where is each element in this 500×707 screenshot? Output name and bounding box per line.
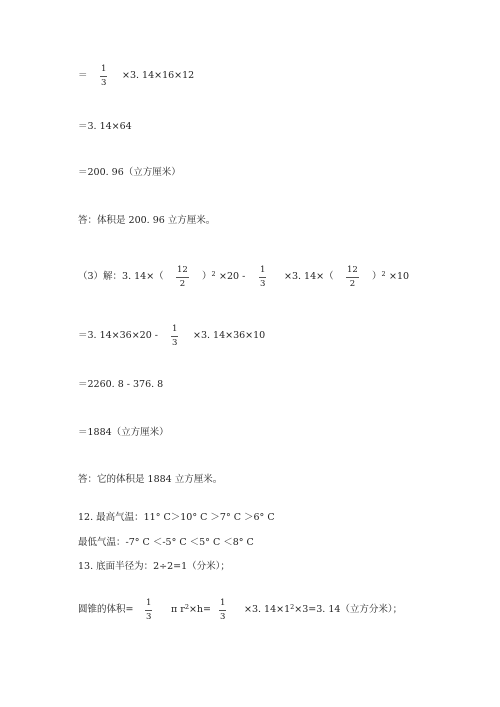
closing-paren xyxy=(372,271,386,283)
fraction-bar xyxy=(145,610,152,611)
equation-line: ＝3. 14×36×20 - xyxy=(78,330,158,341)
fraction-denominator: 3 xyxy=(220,612,226,622)
fraction-one-third xyxy=(100,64,107,88)
fraction-numerator: 1 xyxy=(101,64,107,74)
closing-paren xyxy=(202,271,216,283)
fraction-bar xyxy=(346,277,359,278)
equals-sign: ＝ xyxy=(78,70,88,81)
superscript-2: 2 xyxy=(211,270,216,278)
equation-text: ×20 - xyxy=(219,271,246,282)
fraction-bar xyxy=(176,277,189,278)
fraction-one-third xyxy=(219,598,226,622)
paren-text: ） xyxy=(202,271,212,282)
equation-line: ＝2260. 8 - 376. 8 xyxy=(78,379,164,390)
problem-12-line: 12. 最高气温：11° C＞10° C ＞7° C ＞6° C xyxy=(78,512,275,523)
fraction-denominator: 3 xyxy=(172,338,178,348)
pi-r-text: π r xyxy=(171,604,185,615)
fraction-numerator: 12 xyxy=(347,265,358,275)
fraction-numerator: 1 xyxy=(220,598,226,608)
fraction-denominator: 2 xyxy=(349,279,356,289)
product-text: ×3. 14×1 xyxy=(244,604,291,615)
superscript-2: 2 xyxy=(381,270,386,278)
fraction-12-over-2 xyxy=(176,265,189,289)
fraction-numerator: 12 xyxy=(177,265,188,275)
equation-text: ×10 xyxy=(389,271,410,282)
fraction-bar xyxy=(259,277,266,278)
equation-text xyxy=(244,604,402,616)
problem-3-start: （3）解：3. 14×（ xyxy=(78,271,164,282)
fraction-bar xyxy=(171,336,178,337)
problem-12-line: 最低气温：-7° C ＜-5° C ＜5° C ＜8° C xyxy=(78,537,254,548)
fraction-denominator: 2 xyxy=(179,279,186,289)
paren-text: ） xyxy=(372,271,382,282)
times-h-text: ×h= xyxy=(188,604,211,615)
fraction-12-over-2 xyxy=(346,265,359,289)
equation-line: ＝3. 14×64 xyxy=(78,121,132,132)
fraction-one-third xyxy=(145,598,152,622)
fraction-denominator: 3 xyxy=(260,279,266,289)
result-text: ×3=3. 14（立方分米）； xyxy=(294,604,403,615)
superscript-2: 2 xyxy=(290,603,295,611)
fraction-bar xyxy=(100,76,107,77)
equation-text: ×3. 14×（ xyxy=(284,271,334,282)
equation-line: ＝1884（立方厘米） xyxy=(78,427,169,438)
fraction-bar xyxy=(219,610,226,611)
answer-line: 答：它的体积是 1884 立方厘米。 xyxy=(78,474,223,485)
fraction-numerator: 1 xyxy=(172,324,178,334)
fraction-denominator: 3 xyxy=(146,612,152,622)
equation-text: ×3. 14×36×10 xyxy=(193,330,266,341)
fraction-numerator: 1 xyxy=(146,598,152,608)
problem-13-line: 13. 底面半径为：2÷2=1（分米）； xyxy=(78,561,230,572)
equation-line: ＝200. 96（立方厘米） xyxy=(78,167,181,178)
superscript-2: 2 xyxy=(184,603,189,611)
fraction-one-third xyxy=(171,324,178,348)
fraction-denominator: 3 xyxy=(101,78,107,88)
cone-volume-label: 圆锥的体积= xyxy=(78,604,134,615)
equation-text: ×3. 14×16×12 xyxy=(122,70,195,81)
answer-line: 答：体积是 200. 96 立方厘米。 xyxy=(78,215,216,226)
equation-text xyxy=(171,604,211,616)
fraction-one-third xyxy=(259,265,266,289)
fraction-numerator: 1 xyxy=(260,265,266,275)
